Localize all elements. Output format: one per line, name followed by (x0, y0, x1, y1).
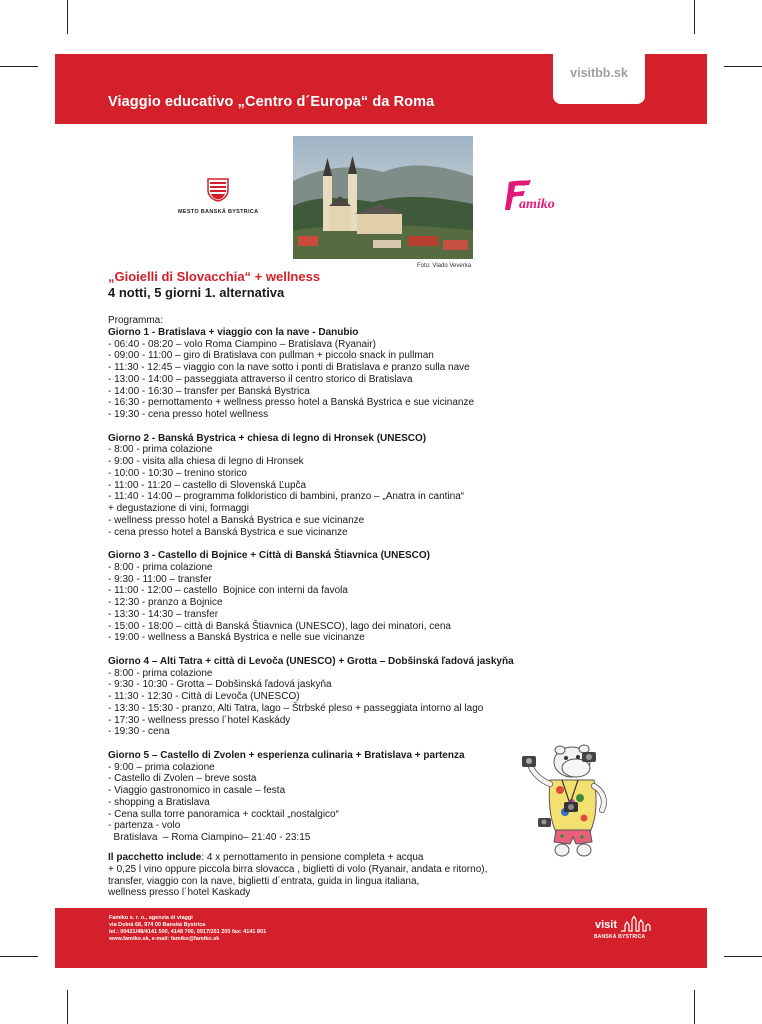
package-includes (108, 852, 588, 899)
package-line: + 0,25 l vino oppure piccola birra slovacca , biglietti di volo (Ryanair, andata e ritorno), (108, 863, 488, 875)
list-item: - partenza - volo (108, 820, 181, 832)
list-item: - 16:30 - pernottamento + wellness presso hotel a Banská Bystrica e sue vicinanze (108, 397, 475, 409)
site-tab (553, 54, 645, 104)
church-photo (293, 136, 473, 259)
list-item: - 13:00 - 14:00 – passeggiata attraverso il centro storico di Bratislava (108, 373, 413, 385)
day-title: Giorno 2 - Banská Bystrica + chiesa di legno di Hronsek (UNESCO) (108, 432, 427, 444)
page-title: Viaggio educativo „Centro d´Europa“ da Roma (108, 94, 435, 110)
list-item: - 9:00 - visita alla chiesa di legno di Hronsek (108, 456, 304, 467)
list-item: - wellness presso hotel a Banská Bystrica e sue vicinanze (108, 514, 365, 526)
city-name: MESTO BANSKÁ BYSTRICA (178, 209, 259, 215)
list-item: + degustazione di vini, formaggi (108, 503, 249, 514)
crop-mark (67, 0, 68, 34)
crop-mark (694, 0, 695, 34)
list-item: - 11:00 - 11:20 – castello di Slovenská Ľupča (108, 479, 307, 491)
list-item: - 17:30 - wellness presso l´hotel Kaskády (108, 714, 291, 726)
site-url[interactable]: visitbb.sk (570, 65, 628, 80)
list-item: - 10:00 - 10:30 – trenino storico (108, 467, 247, 479)
trip-duration: 4 notti, 5 giorni 1. alternativa (108, 285, 285, 300)
agency-contact (109, 915, 266, 943)
list-item: - 19:30 - cena presso hotel wellness (108, 409, 269, 420)
programme (108, 315, 588, 844)
package-line: wellness presso l´hotel Kaskady (108, 887, 251, 899)
package-label: Il pacchetto include (108, 852, 202, 863)
list-item: - shopping a Bratislava (108, 796, 210, 808)
crop-mark (0, 956, 38, 957)
list-item: - 8:00 - prima colazione (108, 561, 213, 573)
list-item: - 12:30 - pranzo a Bojnice (108, 597, 223, 608)
list-item: - 11:30 - 12:30 - Città di Levoča (UNESCO) (108, 691, 300, 702)
famiko-logo-icon (505, 178, 570, 214)
list-item: - Castello di Zvolen – breve sosta (108, 773, 257, 785)
crop-mark (724, 956, 762, 957)
footer-band (55, 908, 707, 968)
visit-word: visit (595, 919, 618, 931)
city-logo (178, 178, 258, 215)
agency-name: Famiko s. r. o., agenzia di viaggi (109, 915, 193, 921)
mascot-illustration (520, 740, 620, 860)
agency-phone: tel.: 00421/48/4141 500, 4148 700, 0917/351 205 fax: 4141 801 (109, 929, 267, 935)
list-item: - 11:40 - 14:00 – programma folkloristico di bambini, pranzo – „Anatra in cantina“ (108, 491, 465, 503)
crop-mark (694, 990, 695, 1024)
trip-name: „Gioielli di Slovacchia“ + wellness (108, 269, 321, 284)
agency-web-email[interactable]: www.famiko.sk, e-mail: famiko@famiko.sk (109, 936, 220, 942)
list-item: - 13:30 - 14:30 – transfer (108, 608, 219, 620)
crop-mark (0, 66, 38, 67)
svg-text:amiko: amiko (519, 197, 555, 212)
list-item: - 11:30 - 12:45 – viaggio con la nave sotto i ponti di Bratislava e pranzo sulla nave (108, 362, 470, 373)
skyline-icon (621, 916, 651, 932)
package-first-line: : 4 x pernottamento in pensione completa + acqua (201, 852, 424, 863)
list-item: - 13:30 - 15:30 - pranzo, Alti Tatra, lago – Štrbské pleso + passeggiata intorno al lago (108, 702, 484, 714)
day-title: Giorno 4 – Alti Tatra + città di Levoča (UNESCO) + Grotta – Dobšinská ľadová jaskyňa (108, 655, 514, 667)
famiko-logo (505, 178, 570, 214)
list-item: - 11:00 - 12:00 – castello Bojnice con interni da favola (108, 585, 348, 597)
list-item: - 06:40 - 08:20 – volo Roma Ciampino – Bratislava (Ryanair) (108, 338, 376, 350)
day-title: Giorno 1 - Bratislava + viaggio con la nave - Danubio (108, 326, 359, 338)
list-item: - 9:00 – prima colazione (108, 761, 215, 773)
list-item: - 9:30 - 11:00 – transfer (108, 573, 212, 585)
list-item: - 19:30 - cena (108, 726, 170, 738)
list-item: - Viaggio gastronomico in casale – festa (108, 785, 286, 796)
list-item: - 14:00 - 16:30 – transfer per Banská Bystrica (108, 385, 310, 397)
list-item: Bratislava – Roma Ciampino– 21:40 - 23:15 (108, 832, 311, 843)
agency-address: via Dolná 68, 974 00 Banská Bystrica (109, 922, 206, 928)
day-title: Giorno 3 - Castello di Bojnice + Città di Banská Štiavnica (UNESCO) (108, 550, 431, 561)
list-item: - 8:00 - prima colazione (108, 444, 213, 456)
day-title: Giorno 5 – Castello di Zvolen + esperienza culinaria + Bratislava + partenza (108, 749, 465, 761)
list-item: - 8:00 - prima colazione (108, 667, 213, 679)
hippo-tourist-icon (520, 740, 620, 860)
list-item: - 09:00 - 11:00 – giro di Bratislava con pullman + piccolo snack in pullman (108, 350, 434, 362)
city-coat-of-arms-icon (207, 178, 229, 202)
visit-bb-logo (593, 916, 663, 940)
crop-mark (67, 990, 68, 1024)
list-item: - 15:00 - 18:00 – città di Banská Štiavnica (UNESCO), lago dei minatori, cena (108, 620, 451, 632)
package-line: transfer, viaggio con la nave, biglietti d´entrata, guida in lingua italiana, (108, 875, 420, 887)
list-item: - 9:30 - 10:30 - Grotta – Dobšinská ľadová jaskyňa (108, 679, 332, 691)
list-item: - cena presso hotel a Banská Bystrica e sue vicinanze (108, 526, 348, 538)
header-band (55, 54, 707, 124)
crop-mark (724, 66, 762, 67)
programme-label: Programma: (108, 315, 164, 326)
visit-sub: BANSKÁ BYSTRICA (594, 934, 646, 940)
list-item: - 19:00 - wellness a Banská Bystrica e nelle sue vicinanze (108, 632, 365, 644)
list-item: - Cena sulla torre panoramica + cocktail „nostalgico“ (108, 808, 339, 820)
photo-credit: Foto: Vlado Veverka (417, 263, 472, 269)
